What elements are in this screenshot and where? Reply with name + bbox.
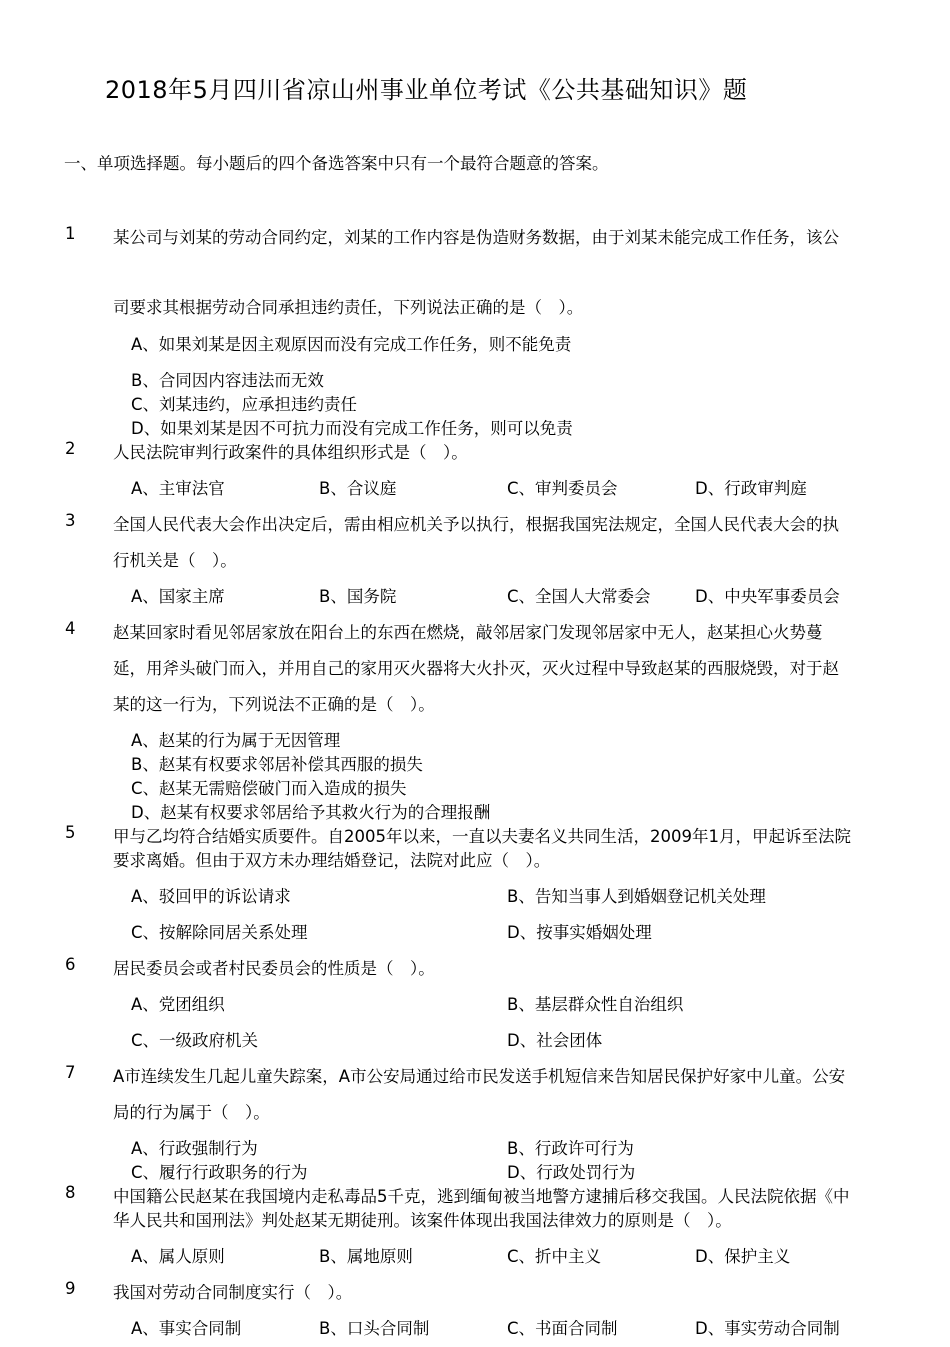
- option-d: D、保护主义: [695, 1247, 791, 1266]
- option-c: C、赵某无需赔偿破门而入造成的损失: [131, 779, 407, 798]
- question-stem: 中国籍公民赵某在我国境内走私毒品5千克，逃到缅甸被当地警方逮捕后移交我国。人民法院依据《中: [113, 1187, 850, 1206]
- question-stem: 要求离婚。但由于双方未办理结婚登记，法院对此应（ ）。: [113, 851, 551, 870]
- option-b: B、赵某有权要求邻居补偿其西服的损失: [131, 755, 423, 774]
- option-d: D、社会团体: [507, 1031, 603, 1050]
- option-b: B、合同因内容违法而无效: [131, 371, 324, 390]
- option-d: D、赵某有权要求邻居给予其救火行为的合理报酬: [131, 803, 491, 822]
- question-number: 6: [65, 955, 76, 974]
- option-a: A、属人原则: [131, 1247, 225, 1266]
- option-d: D、按事实婚姻处理: [507, 923, 652, 942]
- question-stem: 居民委员会或者村民委员会的性质是（ ）。: [113, 959, 435, 978]
- option-b: B、口头合同制: [319, 1319, 430, 1338]
- option-a: A、主审法官: [131, 479, 225, 498]
- option-b: B、基层群众性自治组织: [507, 995, 684, 1014]
- question-number: 1: [65, 224, 76, 243]
- option-c: C、全国人大常委会: [507, 587, 651, 606]
- option-b: B、告知当事人到婚姻登记机关处理: [507, 887, 766, 906]
- question-number: 7: [65, 1063, 76, 1082]
- option-a: A、行政强制行为: [131, 1139, 258, 1158]
- option-c: C、履行行政职务的行为: [131, 1163, 308, 1182]
- section-heading: 一、单项选择题。每小题后的四个备选答案中只有一个最符合题意的答案。: [64, 154, 609, 173]
- option-d: D、行政审判庭: [695, 479, 807, 498]
- question-stem: 某的这一行为，下列说法不正确的是（ ）。: [113, 695, 435, 714]
- option-a: A、事实合同制: [131, 1319, 242, 1338]
- question-stem: 甲与乙均符合结婚实质要件。自2005年以来，一直以夫妻名义共同生活，2009年1月，甲起诉至法院: [113, 827, 851, 846]
- question-stem: 人民法院审判行政案件的具体组织形式是（ ）。: [113, 443, 468, 462]
- option-a: A、驳回甲的诉讼请求: [131, 887, 291, 906]
- option-d: D、事实劳动合同制: [695, 1319, 840, 1338]
- option-d: D、如果刘某是因不可抗力而没有完成工作任务，则可以免责: [131, 419, 573, 438]
- option-a: A、如果刘某是因主观原因而没有完成工作任务，则不能免责: [131, 335, 572, 354]
- option-d: D、行政处罚行为: [507, 1163, 636, 1182]
- question-number: 5: [65, 823, 76, 842]
- question-stem: 全国人民代表大会作出决定后，需由相应机关予以执行，根据我国宪法规定，全国人民代表大会的执: [113, 515, 839, 534]
- question-number: 9: [65, 1279, 76, 1298]
- question-stem: 我国对劳动合同制度实行（ ）。: [113, 1283, 353, 1302]
- option-a: A、党团组织: [131, 995, 225, 1014]
- question-stem: 局的行为属于（ ）。: [113, 1103, 270, 1122]
- question-stem: 延，用斧头破门而入，并用自己的家用灭火器将大火扑灭，灭火过程中导致赵某的西服烧毁，对于赵: [113, 659, 839, 678]
- question-stem: A市连续发生几起儿童失踪案，A市公安局通过给市民发送手机短信来告知居民保护好家中儿童。公安: [113, 1067, 846, 1086]
- question-stem: 赵某回家时看见邻居家放在阳台上的东西在燃烧，敲邻居家门发现邻居家中无人，赵某担心火势蔓: [113, 623, 823, 642]
- option-a: A、赵某的行为属于无因管理: [131, 731, 341, 750]
- option-a: A、国家主席: [131, 587, 225, 606]
- question-number: 3: [65, 511, 76, 530]
- option-c: C、折中主义: [507, 1247, 602, 1266]
- question-stem: 华人民共和国刑法》判处赵某无期徒刑。该案件体现出我国法律效力的原则是（ ）。: [113, 1211, 732, 1230]
- option-c: C、一级政府机关: [131, 1031, 259, 1050]
- option-d: D、中央军事委员会: [695, 587, 840, 606]
- question-stem: 行机关是（ ）。: [113, 551, 237, 570]
- option-c: C、审判委员会: [507, 479, 618, 498]
- option-c: C、书面合同制: [507, 1319, 618, 1338]
- question-stem: 某公司与刘某的劳动合同约定，刘某的工作内容是伪造财务数据，由于刘某未能完成工作任务，该公: [113, 228, 839, 247]
- option-b: B、国务院: [319, 587, 397, 606]
- question-number: 2: [65, 439, 76, 458]
- option-b: B、行政许可行为: [507, 1139, 634, 1158]
- question-stem: 司要求其根据劳动合同承担违约责任，下列说法正确的是（ ）。: [113, 298, 584, 317]
- page-title: 2018年5月四川省凉山州事业单位考试《公共基础知识》题: [105, 76, 748, 104]
- question-number: 8: [65, 1183, 76, 1202]
- option-c: C、刘某违约，应承担违约责任: [131, 395, 358, 414]
- option-c: C、按解除同居关系处理: [131, 923, 308, 942]
- option-b: B、属地原则: [319, 1247, 413, 1266]
- option-b: B、合议庭: [319, 479, 397, 498]
- question-number: 4: [65, 619, 76, 638]
